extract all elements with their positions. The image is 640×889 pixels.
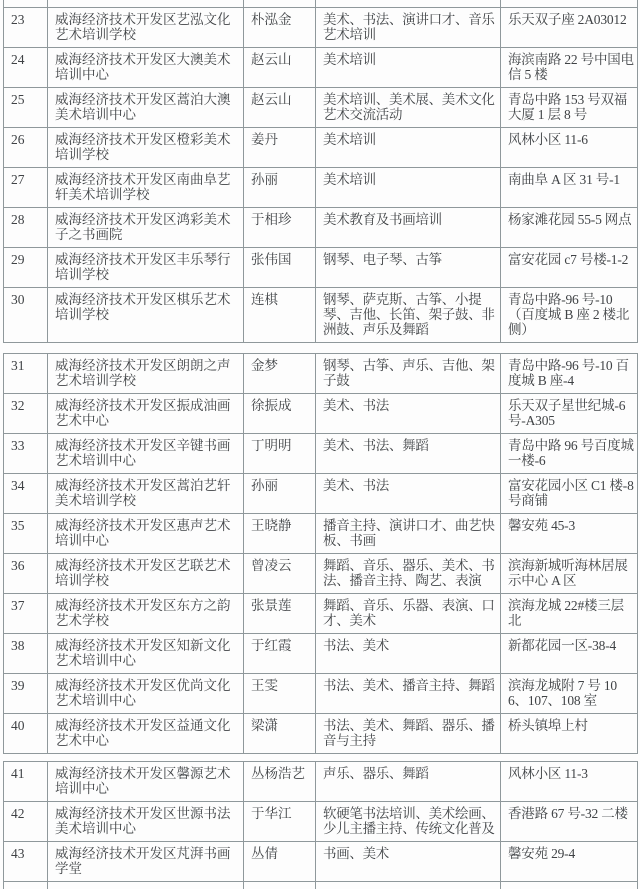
person-name-cell: 赵云山 xyxy=(244,88,316,128)
address-cell: 馨安苑 45-3 xyxy=(501,514,638,554)
address-cell: 青岛中路 96 号百度城一楼-6 xyxy=(501,434,638,474)
row-number-cell: 27 xyxy=(4,168,48,208)
address-cell: 杨家滩花园 55-5 网点 xyxy=(501,208,638,248)
person-name-cell: 丛倩 xyxy=(244,842,316,882)
training-content-cell: 钢琴、萨克斯、古筝、小提琴、吉他、长笛、架子鼓、非洲鼓、声乐及舞蹈 xyxy=(316,288,501,343)
address-cell: 青岛中路 153 号双福大厦 1 层 8 号 xyxy=(501,88,638,128)
training-content-cell: 钢琴、古筝、声乐、吉他、架子鼓 xyxy=(316,354,501,394)
table-row xyxy=(4,802,638,842)
training-content-cell: 声乐、器乐、舞蹈 xyxy=(316,762,501,802)
table-row xyxy=(4,128,638,168)
training-content-cell: 书法、美术 xyxy=(316,634,501,674)
address-cell: 桥头镇埠上村 xyxy=(501,714,638,754)
table-row xyxy=(4,554,638,594)
school-name-cell: 威海经济技术开发区棋乐艺术培训学校 xyxy=(48,288,244,343)
person-name-cell: 于华江 xyxy=(244,802,316,842)
row-number-cell: 32 xyxy=(4,394,48,434)
address-cell: 青岛中路-96 号-10 百度城 B 座-4 xyxy=(501,354,638,394)
row-number-cell: 38 xyxy=(4,634,48,674)
school-name-cell: 威海经济技术开发区艺联艺术培训学校 xyxy=(48,554,244,594)
training-content-cell: 美术培训、美术展、美术文化艺术交流活动 xyxy=(316,88,501,128)
training-content-cell: 舞蹈、音乐、器乐、美术、书法、播音主持、陶艺、表演 xyxy=(316,554,501,594)
school-name-cell: 威海经济技术开发区朗朗之声艺术培训学校 xyxy=(48,354,244,394)
person-name-cell: 王晓静 xyxy=(244,514,316,554)
training-content-cell: 美术培训 xyxy=(316,168,501,208)
clipped-cell xyxy=(501,0,638,8)
school-name-cell: 威海经济技术开发区艺泓文化艺术培训学校 xyxy=(48,8,244,48)
clipped-cell xyxy=(48,0,244,8)
school-name-cell: 威海经济技术开发区世源书法美术培训中心 xyxy=(48,802,244,842)
person-name-cell: 王雯 xyxy=(244,674,316,714)
document-page xyxy=(3,0,637,889)
school-name-cell: 威海经济技术开发区馨源艺术培训中心 xyxy=(48,762,244,802)
person-name-cell: 丁明明 xyxy=(244,434,316,474)
table-row xyxy=(4,714,638,754)
table-row xyxy=(4,88,638,128)
row-number-cell: 34 xyxy=(4,474,48,514)
row-number-cell: 29 xyxy=(4,248,48,288)
training-content-cell: 美术培训 xyxy=(316,48,501,88)
table-row xyxy=(4,842,638,882)
school-name-cell: 威海经济技术开发区丰乐琴行培训学校 xyxy=(48,248,244,288)
training-content-cell: 美术教育及书画培训 xyxy=(316,208,501,248)
training-content-cell: 美术、书法 xyxy=(316,474,501,514)
table-row xyxy=(4,634,638,674)
table-segment-1 xyxy=(3,0,638,343)
school-name-cell: 威海经济技术开发区芃湃书画学堂 xyxy=(48,842,244,882)
row-number-cell: 24 xyxy=(4,48,48,88)
row-number-cell: 37 xyxy=(4,594,48,634)
training-content-cell: 软硬笔书法培训、美术绘画、少儿主播主持、传统文化普及 xyxy=(316,802,501,842)
table-row xyxy=(4,354,638,394)
person-name-cell: 曾凌云 xyxy=(244,554,316,594)
address-cell: 香港路 67 号-32 二楼 xyxy=(501,802,638,842)
person-name-cell: 张伟国 xyxy=(244,248,316,288)
table-row xyxy=(4,474,638,514)
table-row xyxy=(4,762,638,802)
clipped-cell xyxy=(244,882,316,889)
row-number-cell: 28 xyxy=(4,208,48,248)
table-row xyxy=(4,208,638,248)
clipped-cell xyxy=(4,0,48,8)
clipped-cell xyxy=(244,0,316,8)
address-cell: 新都花园一区-38-4 xyxy=(501,634,638,674)
person-name-cell: 丛杨浩艺 xyxy=(244,762,316,802)
clipped-cell xyxy=(4,882,48,889)
person-name-cell: 张景莲 xyxy=(244,594,316,634)
address-cell: 南曲阜 A 区 31 号-1 xyxy=(501,168,638,208)
table-segment-2 xyxy=(3,353,638,754)
training-content-cell: 美术、书法、舞蹈 xyxy=(316,434,501,474)
school-name-cell: 威海经济技术开发区鸿彩美术子之书画院 xyxy=(48,208,244,248)
row-number-cell: 31 xyxy=(4,354,48,394)
person-name-cell: 于红霞 xyxy=(244,634,316,674)
address-cell: 馨安苑 29-4 xyxy=(501,842,638,882)
school-name-cell: 威海经济技术开发区振成油画艺术中心 xyxy=(48,394,244,434)
row-number-cell: 42 xyxy=(4,802,48,842)
table-row xyxy=(4,594,638,634)
clipped-cell xyxy=(316,0,501,8)
table-row xyxy=(4,8,638,48)
address-cell: 风林小区 11-3 xyxy=(501,762,638,802)
training-content-cell: 美术、书法、演讲口才、音乐艺术培训 xyxy=(316,8,501,48)
person-name-cell: 梁潇 xyxy=(244,714,316,754)
school-name-cell: 威海经济技术开发区优尚文化艺术培训中心 xyxy=(48,674,244,714)
training-content-cell: 美术、书法 xyxy=(316,394,501,434)
address-cell: 青岛中路-96 号-10（百度城 B 座 2 楼北侧） xyxy=(501,288,638,343)
school-name-cell: 威海经济技术开发区辛键书画艺术培训中心 xyxy=(48,434,244,474)
address-cell: 滨海新城听海林居展示中心 A 区 xyxy=(501,554,638,594)
training-content-cell: 钢琴、电子琴、古筝 xyxy=(316,248,501,288)
address-cell: 滨海龙城 22#楼三层北 xyxy=(501,594,638,634)
school-name-cell: 威海经济技术开发区蒿泊艺轩美术培训学校 xyxy=(48,474,244,514)
address-cell: 富安花园小区 C1 楼-8 号商铺 xyxy=(501,474,638,514)
school-name-cell: 威海经济技术开发区惠声艺术培训中心 xyxy=(48,514,244,554)
school-name-cell: 威海经济技术开发区知新文化艺术培训中心 xyxy=(48,634,244,674)
row-number-cell: 43 xyxy=(4,842,48,882)
table-segment-3 xyxy=(3,761,638,889)
address-cell: 富安花园 c7 号楼-1-2 xyxy=(501,248,638,288)
table-row xyxy=(4,248,638,288)
row-number-cell: 33 xyxy=(4,434,48,474)
table-row xyxy=(4,168,638,208)
training-content-cell: 播音主持、演讲口才、曲艺快板、书画 xyxy=(316,514,501,554)
school-name-cell: 威海经济技术开发区大澳美术培训中心 xyxy=(48,48,244,88)
person-name-cell: 孙丽 xyxy=(244,474,316,514)
person-name-cell: 孙丽 xyxy=(244,168,316,208)
training-content-cell: 书法、美术、播音主持、舞蹈 xyxy=(316,674,501,714)
person-name-cell: 徐振成 xyxy=(244,394,316,434)
table-row xyxy=(4,434,638,474)
training-content-cell: 书画、美术 xyxy=(316,842,501,882)
school-name-cell: 威海经济技术开发区东方之韵艺术学校 xyxy=(48,594,244,634)
address-cell: 风林小区 11-6 xyxy=(501,128,638,168)
address-cell: 海滨南路 22 号中国电信 5 楼 xyxy=(501,48,638,88)
person-name-cell: 于相珍 xyxy=(244,208,316,248)
school-name-cell: 威海经济技术开发区益通文化艺术中心 xyxy=(48,714,244,754)
table-row xyxy=(4,674,638,714)
row-number-cell: 25 xyxy=(4,88,48,128)
training-content-cell: 舞蹈、音乐、乐器、表演、口才、美术 xyxy=(316,594,501,634)
table-row xyxy=(4,288,638,343)
address-cell: 滨海龙城附 7 号 106、107、108 室 xyxy=(501,674,638,714)
table-row xyxy=(4,394,638,434)
training-content-cell: 美术培训 xyxy=(316,128,501,168)
person-name-cell: 姜丹 xyxy=(244,128,316,168)
row-number-cell: 36 xyxy=(4,554,48,594)
school-name-cell: 威海经济技术开发区橙彩美术培训学校 xyxy=(48,128,244,168)
clipped-row-top xyxy=(4,0,638,8)
clipped-cell xyxy=(501,882,638,889)
person-name-cell: 连棋 xyxy=(244,288,316,343)
row-number-cell: 41 xyxy=(4,762,48,802)
clipped-cell xyxy=(316,882,501,889)
school-name-cell: 威海经济技术开发区南曲阜艺轩美术培训学校 xyxy=(48,168,244,208)
table-row xyxy=(4,48,638,88)
row-number-cell: 39 xyxy=(4,674,48,714)
table-row xyxy=(4,514,638,554)
clipped-row-bottom xyxy=(4,882,638,889)
person-name-cell: 赵云山 xyxy=(244,48,316,88)
row-number-cell: 30 xyxy=(4,288,48,343)
clipped-cell xyxy=(48,882,244,889)
row-number-cell: 35 xyxy=(4,514,48,554)
row-number-cell: 23 xyxy=(4,8,48,48)
address-cell: 乐天双子座 2A03012 xyxy=(501,8,638,48)
training-content-cell: 书法、美术、舞蹈、器乐、播音与主持 xyxy=(316,714,501,754)
row-number-cell: 26 xyxy=(4,128,48,168)
person-name-cell: 金梦 xyxy=(244,354,316,394)
row-number-cell: 40 xyxy=(4,714,48,754)
person-name-cell: 朴泓金 xyxy=(244,8,316,48)
address-cell: 乐天双子星世纪城-6 号-A305 xyxy=(501,394,638,434)
school-name-cell: 威海经济技术开发区蒿泊大澳美术培训中心 xyxy=(48,88,244,128)
